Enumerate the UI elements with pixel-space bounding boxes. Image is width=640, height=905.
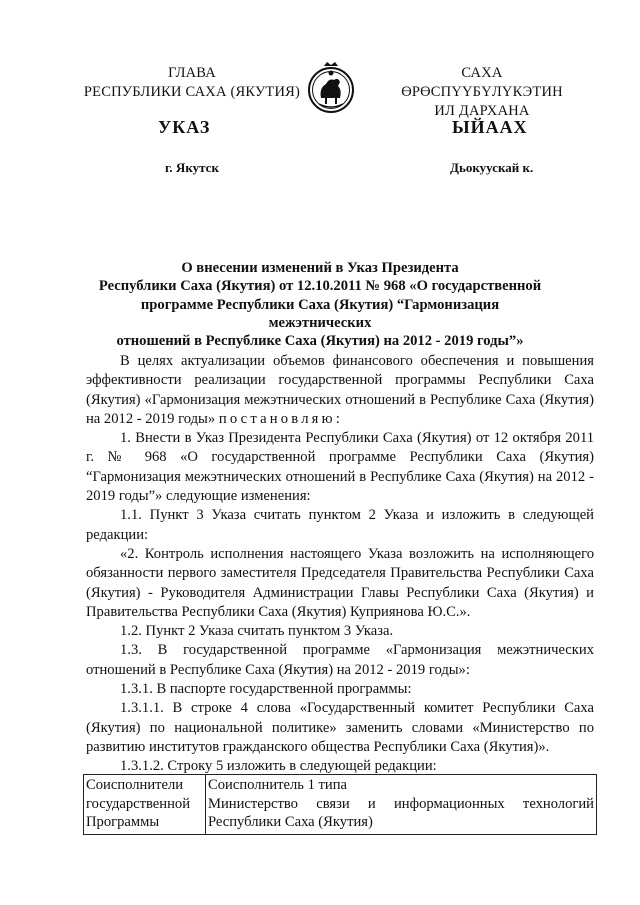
header-left-line2: РЕСПУБЛИКИ САХА (ЯКУТИЯ) bbox=[83, 84, 301, 100]
document-title bbox=[90, 259, 550, 350]
paragraph-1-3-1-1: 1.3.1.1. В строке 4 слова «Государственный комитет Республики Саха (Якутия) по национальной политике» заменить словами «Министерство по развитию институтов гражданского общества Республики Саха (Якутия)». bbox=[86, 700, 594, 755]
header-right-line1: САХА ӨРӨСПҮҮБҮЛҮКЭТИН bbox=[401, 65, 563, 100]
paragraph-1-3-1-2: 1.3.1.2. Строку 5 изложить в следующей редакции: bbox=[120, 758, 437, 775]
coat-of-arms-emblem-icon bbox=[307, 60, 355, 118]
table-row bbox=[84, 775, 597, 835]
intro-paragraph bbox=[86, 352, 594, 429]
decree-label-yakut: ЫЙААХ bbox=[452, 117, 528, 137]
cell-line: Программы bbox=[86, 814, 160, 830]
table-cell-label bbox=[84, 775, 206, 835]
cell-line: Министерство связи и информационных технологий bbox=[208, 795, 594, 812]
header-left-line1: ГЛАВА bbox=[168, 65, 216, 81]
title-line: О внесении изменений в Указ Президента bbox=[181, 260, 459, 276]
paragraph-1-3: 1.3. В государственной программе «Гармонизация межэтнических отношений в Республике Саха (Якутия) на 2012 - 2019 годы»: bbox=[86, 642, 594, 678]
decree-word: постановляю: bbox=[218, 410, 343, 427]
paragraph-1: 1. Внести в Указ Президента Республики Саха (Якутия) от 12 октября 2011 г. № 968 «О государственной программе Республики Саха (Якутия) “Гармонизация межэтнических отношений в Республике Саха (Якутия) на 2012 - 2019 годы”» следующие изменения: bbox=[86, 430, 594, 505]
cell-line: Соисполнитель 1 типа bbox=[208, 777, 347, 793]
decree-label-russian: УКАЗ bbox=[158, 117, 211, 137]
header-left bbox=[82, 64, 302, 102]
title-line: программе Республики Саха (Якутия) “Гармонизация межэтнических bbox=[140, 296, 500, 331]
city-russian: г. Якутск bbox=[165, 160, 219, 175]
cell-line: Республики Саха (Якутия) bbox=[208, 814, 373, 830]
title-line: Республики Саха (Якутия) от 12.10.2011 № 968 «О государственной bbox=[98, 278, 542, 295]
program-table bbox=[83, 774, 597, 835]
title-line: отношений в Республике Саха (Якутия) на 2012 - 2019 годы”» bbox=[116, 333, 524, 350]
paragraph-1-2: 1.2. Пункт 2 Указа считать пунктом 3 Указа. bbox=[120, 623, 394, 640]
paragraph-1-1: 1.1. Пункт 3 Указа считать пунктом 2 Указа и изложить в следующей редакции: bbox=[86, 507, 594, 543]
paragraph-1-1-quote: «2. Контроль исполнения настоящего Указа возложить на исполняющего обязанности первого заместителя Председателя Правительства Республики Саха (Якутия) - Руководителя Администрации Главы Республики Саха (Якутия) и Правительства Республики Саха (Якутия) Куприянова Ю.С.». bbox=[86, 545, 594, 620]
paragraph-1-3-1: 1.3.1. В паспорте государственной программы: bbox=[120, 681, 412, 698]
cell-line: государственной bbox=[86, 795, 191, 812]
cell-line: Соисполнители bbox=[86, 777, 184, 793]
header-right-line2: ИЛ ДАРХАНА bbox=[434, 103, 530, 119]
intro-text: В целях актуализации объемов финансового обеспечения и повышения эффективности реализации государственной программы Республики Саха (Якутия) «Гармонизация межэтнических отношений в Республике Саха (Якутия) на 2012 - 2019 годы» bbox=[86, 353, 594, 427]
table-cell-value bbox=[206, 775, 597, 835]
city-yakut: Дьокуускай к. bbox=[450, 160, 534, 175]
document-body bbox=[86, 352, 594, 777]
header-right bbox=[382, 64, 582, 121]
